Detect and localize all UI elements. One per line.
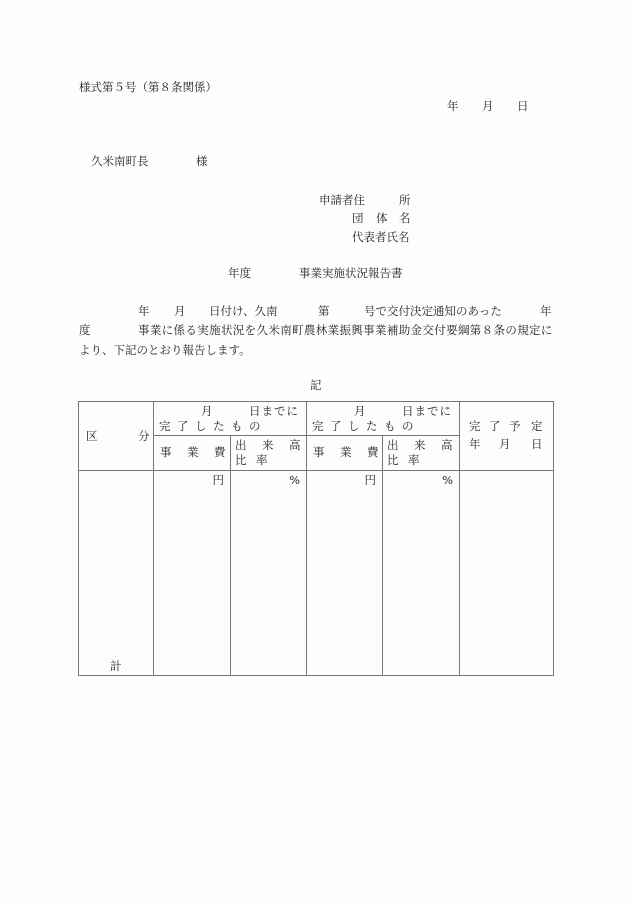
progress-char: 来 [414,438,426,452]
category-char: 区 [86,429,98,443]
cost-char: 業 [187,445,199,459]
planned-cell[interactable] [460,471,554,676]
group-name-char: 体 [376,211,388,225]
date-day: 日 [517,99,529,113]
yen-unit: 円 [364,473,376,487]
subheader-cost-1 [154,436,231,471]
group2-completed-char: た [366,419,378,433]
group-name-char: 団 [352,211,364,225]
group1-completed-char: 完 [159,419,171,433]
addressee-name: 久米南町長 [91,154,149,168]
body-fy-do: 度 [79,323,91,337]
title-name: 事業実施状況報告書 [299,266,403,280]
group1-completed-char: の [249,419,261,433]
progress-cell-2[interactable] [383,471,460,676]
body-month: 月 [174,304,186,318]
category-char: 分 [138,429,150,443]
cost-char: 費 [214,445,226,459]
body-line3: より、下記のとおり報告します。 [79,343,251,357]
table-body-row [79,471,554,676]
body-number-suffix: 号で交付決定通知のあった [364,304,502,318]
date-year: 年 [447,99,459,113]
header-group2 [307,402,460,436]
body-line2: 事業に係る実施状況を久米南町農林業振興事業補助金交付要綱第８条の規定に [138,323,553,337]
group1-until: 日までに [249,404,299,418]
group2-until: 日までに [402,404,452,418]
cost-char: 事 [313,445,325,459]
progress-char: 高 [289,438,301,452]
progress-char: 来 [262,438,274,452]
cost-cell-2[interactable] [307,471,383,676]
ratio-char: 比 [235,453,247,467]
ratio-char: 率 [408,453,420,467]
group1-completed-char: し [195,419,207,433]
total-label: 計 [110,659,122,673]
header-category [79,402,154,471]
body-day-ref: 日付け、久南 [209,304,278,318]
ratio-char: 比 [387,453,399,467]
planned-label-char: 定 [531,419,543,433]
subheader-progress-1 [231,436,307,471]
group2-completed-char: し [348,419,360,433]
progress-char: 出 [387,438,399,452]
group-name-char: 名 [399,211,411,225]
ki-heading: 記 [310,378,322,392]
progress-char: 高 [441,438,453,452]
cost-char: 事 [160,445,172,459]
group2-completed-char: 完 [312,419,324,433]
body-year: 年 [138,304,150,318]
group2-month: 月 [354,404,366,418]
applicant-address-label-end: 所 [399,193,411,207]
subheader-cost-2 [307,436,383,471]
yen-unit: 円 [212,473,224,487]
header-planned [460,402,554,471]
group2-completed-char: も [384,419,396,433]
group2-completed-char: の [402,419,414,433]
planned-label-char: 予 [509,419,521,433]
cost-char: 費 [367,445,379,459]
planned-label-char: 了 [489,419,501,433]
progress-char: 出 [235,438,247,452]
body-fy-year: 年 [540,304,552,318]
group1-completed-char: 了 [177,419,189,433]
applicant-address-label: 申請者住 [319,193,365,207]
header-group1 [154,402,307,436]
progress-cell-1[interactable] [231,471,307,676]
group1-completed-char: た [213,419,225,433]
percent-unit: % [442,473,453,487]
planned-month: 月 [499,437,511,451]
planned-year: 年 [469,437,481,451]
percent-unit: % [289,473,300,487]
addressee-honorific: 様 [196,154,208,168]
body-number-prefix: 第 [318,304,330,318]
group1-completed-char: も [231,419,243,433]
cost-cell-1[interactable] [154,471,231,676]
category-cell[interactable] [79,471,154,676]
title-fiscal-year: 年度 [228,266,251,280]
report-table [78,401,554,676]
group1-month: 月 [201,404,213,418]
form-id: 様式第５号（第８条関係） [79,80,217,94]
group2-completed-char: 了 [330,419,342,433]
ratio-char: 率 [256,453,268,467]
representative-label: 代表者氏名 [352,230,410,244]
date-month: 月 [482,99,494,113]
subheader-progress-2 [383,436,460,471]
cost-char: 業 [340,445,352,459]
planned-label-char: 完 [469,419,481,433]
planned-day: 日 [531,437,543,451]
